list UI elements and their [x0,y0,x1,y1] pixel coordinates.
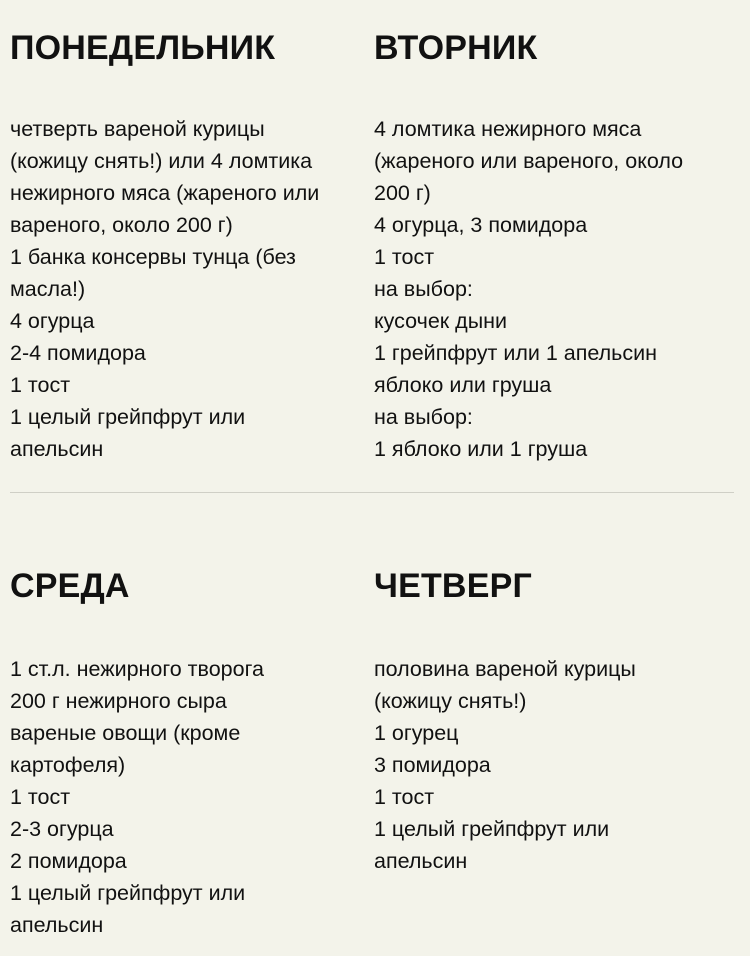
menu-line: на выбор: [374,405,473,429]
menu-line: четверть вареной курицы [10,117,265,141]
day-items-monday [10,113,319,465]
menu-line: 2-4 помидора [10,341,146,365]
menu-line: 4 огурца [10,309,95,333]
menu-line: 1 тост [374,785,435,809]
menu-line: 2 помидора [10,849,127,873]
menu-line: на выбор: [374,277,473,301]
menu-line: вареные овощи (кроме [10,721,241,745]
menu-line: (кожицу снять!) или 4 ломтика [10,149,313,173]
day-title-monday: ПОНЕДЕЛЬНИК [10,29,276,67]
menu-line: 200 г) [374,181,431,205]
day-title-thursday: ЧЕТВЕРГ [374,567,532,605]
menu-line: апельсин [10,913,104,937]
menu-line: вареного, около 200 г) [10,213,233,237]
menu-line: 1 грейпфрут или 1 апельсин [374,341,658,365]
menu-line: половина вареной курицы [374,657,636,681]
menu-line: 200 г нежирного сыра [10,689,227,713]
day-title-wednesday: СРЕДА [10,567,130,605]
menu-line: 2-3 огурца [10,817,114,841]
menu-line: (жареного или вареного, около [374,149,684,173]
day-items-wednesday [10,653,264,941]
menu-line: апельсин [10,437,104,461]
day-title-tuesday: ВТОРНИК [374,29,538,67]
menu-line: яблоко или груша [374,373,552,397]
menu-line: 1 целый грейпфрут или [10,405,246,429]
day-items-thursday [374,653,636,877]
menu-line: масла!) [10,277,86,301]
section-divider [10,492,734,493]
menu-line: кусочек дыни [374,309,508,333]
menu-line: апельсин [374,849,468,873]
menu-line: 1 тост [10,785,71,809]
menu-line: 4 огурца, 3 помидора [374,213,588,237]
menu-line: 1 целый грейпфрут или [10,881,246,905]
menu-line: нежирного мяса (жареного или [10,181,320,205]
menu-line: 1 банка консервы тунца (без [10,245,296,269]
menu-line: 1 яблоко или 1 груша [374,437,588,461]
menu-line: 1 целый грейпфрут или [374,817,610,841]
menu-line: картофеля) [10,753,126,777]
menu-line: (кожицу снять!) [374,689,527,713]
menu-line: 1 тост [374,245,435,269]
menu-line: 3 помидора [374,753,491,777]
menu-line: 1 огурец [374,721,459,745]
day-items-tuesday [374,113,683,465]
menu-line: 1 тост [10,373,71,397]
menu-line: 1 ст.л. нежирного творога [10,657,264,681]
menu-line: 4 ломтика нежирного мяса [374,117,642,141]
